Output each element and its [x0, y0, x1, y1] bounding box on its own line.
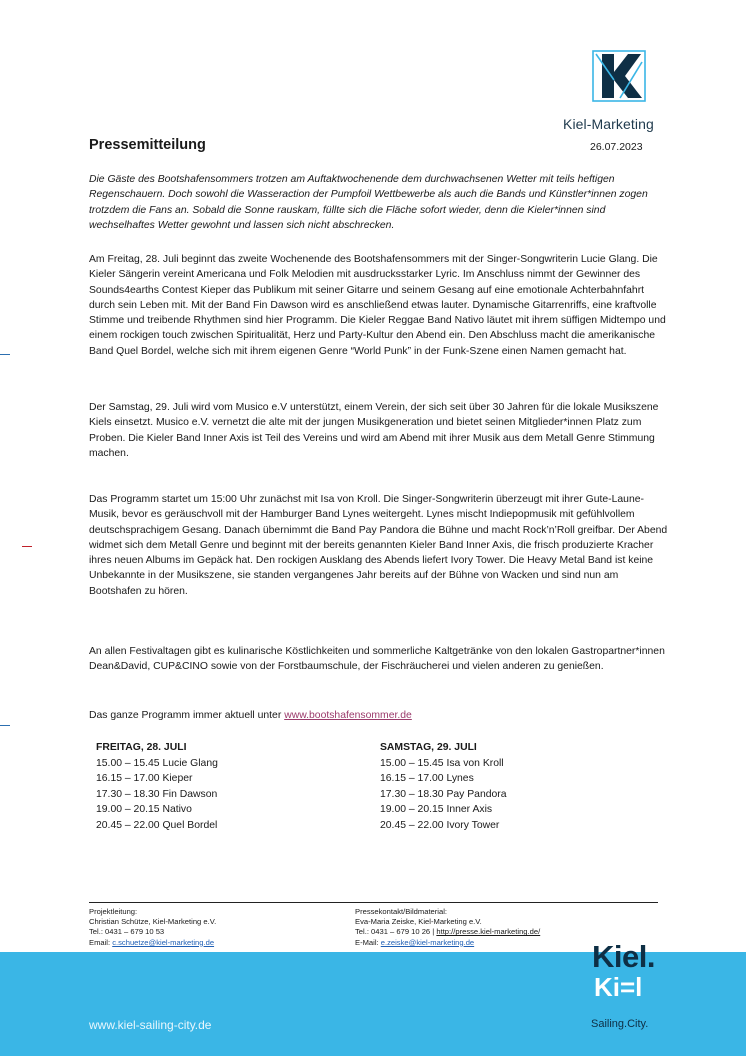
schedule-item: 15.00 – 15.45 Isa von Kroll [380, 757, 504, 769]
schedule-item: 16.15 – 17.00 Kieper [96, 773, 193, 784]
press-portal-link[interactable]: http://presse.kiel-marketing.de/ [436, 927, 541, 937]
schedule-item: 19.00 – 20.15 Nativo [96, 804, 192, 815]
schedule-item: 19.00 – 20.15 Inner Axis [380, 804, 493, 815]
margin-mark [0, 354, 10, 355]
brand-name: Kiel-Marketing [563, 116, 654, 132]
schedule-friday-heading: FREITAG, 28. JULI [96, 742, 187, 753]
margin-mark [22, 546, 32, 547]
paragraph-friday: Am Freitag, 28. Juli beginnt das zweite Wochenende des Bootshafensommers mit der Singer-Songwriterin Lucie Glang. Die Kieler Sängerin vereint Americana und Folk Melodien mit ausdrucksstarker Lyric. Im Anschluss nimmt der Gewinner des Sounds4earths Contest Kieper das Publikum mit seiner Gitarre und seinem Gesang auf eine emotionale Achterbahnfahrt durch sein Leben mit. Mit der Band Fin Dawson wird es anschließend etwas lauter. Dynamische Gitarrenriffs, eine kraftvolle Stimme und treibende Rhythmen sind hier Programm. Die Kieler Reggae Band Nativo läutet mit ihrem süffigen Midtempo und einem rockigen touch zwischen Spiritualität, Herz und Party-Kultur den Abend ein. Den Abschluss macht die amerikanische Band Quel Bordel, welche sich mit ihrem eigenen Genre “World Punk” in der Funk-Szene einen Namen gemacht hat. [89, 254, 666, 357]
paragraph-saturday: Der Samstag, 29. Juli wird vom Musico e.V unterstützt, einem Verein, der sich seit über 30 Jahren für die lokale Musikszene Kiels einsetzt. Musico e.V. vernetzt die alte mit der jungen Musikgeneration und bietet seinen Mitglieder*innen Platz zum Proben. Die Kieler Band Inner Axis ist Teil des Vereins und wird am Abend mit ihrer Musik aus dem Metall Genre Stimmung machen. [89, 402, 659, 459]
press-email-link[interactable]: e.zeiske@kiel-marketing.de [380, 937, 475, 947]
brand-tagline: Sailing.City. [591, 1018, 649, 1030]
release-date: 26.07.2023 [590, 141, 643, 153]
schedule-item: 16.15 – 17.00 Lynes [380, 773, 474, 784]
page-title: Pressemitteilung [89, 137, 206, 153]
footer-divider [89, 902, 658, 903]
program-website-link[interactable]: www.bootshafensommer.de [284, 710, 412, 721]
schedule-item: 17.30 – 18.30 Pay Pandora [380, 788, 507, 800]
margin-mark [0, 725, 10, 726]
kiel-k-logo-icon [592, 50, 646, 102]
schedule-friday [96, 740, 356, 833]
schedule-item: 20.45 – 22.00 Quel Bordel [96, 819, 218, 831]
website-url[interactable]: www.kiel-sailing-city.de [89, 1018, 212, 1032]
schedule-item: 20.45 – 22.00 Ivory Tower [380, 819, 500, 831]
schedule-item: 15.00 – 15.45 Lucie Glang [96, 757, 218, 769]
kiel-brand-logo: Kiel. [592, 939, 655, 974]
paragraph-food: An allen Festivaltagen gibt es kulinarische Köstlichkeiten und sommerliche Kaltgetränke von den lokalen Gastropartner*innen Dean&David, CUP&CINO sowie von der Forstbaumschule, der Fischräucherei und vielen anderen zu genießen. [89, 646, 665, 673]
schedule-saturday [380, 740, 640, 833]
lead-paragraph: Die Gäste des Bootshafensommers trotzen am Auftaktwochenende dem durchwachsenen Wetter mit teils heftigen Regenschauern. Doch sowohl die Wasseraction der Pumpfoil Wettbewerbe als auch die Bands und Künstler*innen zogen trotzdem die Fans an. Sobald die Sonne rauskam, füllte sich die Fläche sofort wieder, denn die Kieler*innen sind wechselhaftes Wetter gewohnt und lassen sich nicht abschrecken. [89, 174, 648, 231]
paragraph-program: Das Programm startet um 15:00 Uhr zunächst mit Isa von Kroll. Die Singer-Songwriterin überzeugt mit ihrer Gute-Laune-Musik, bevor es geräuschvoll mit der Hamburger Band Lynes weitergeht. Lynes mischt Indiepopmusik mit gefühlvollem deutschsprachigem Gesang. Danach übernimmt die Band Pay Pandora die Bühne und macht Rock’n’Roll greifbar. Der Abend widmet sich dem Metall Genre und beginnt mit der bereits genannten Kieler Band Inner Axis, die frisch produzierte Kracher ihres neuen Albums im Gepäck hat. Den rockigen Ausklang des Abends liefert Ivory Tower. Die Heavy Metal Band ist keine Unbekannte in der Musikszene, sie standen vergangenes Jahr bereits auf der Bühne von Wacken und sind nun am Bootshafen zu hören. [89, 494, 668, 597]
schedule-item: 17.30 – 18.30 Fin Dawson [96, 788, 218, 800]
contact-email-link[interactable]: c.schuetze@kiel-marketing.de [112, 937, 215, 947]
program-link-line: Das ganze Programm immer aktuell unter www.bootshafensommer.de [89, 710, 412, 721]
contact-press: Pressekontakt/Bildmaterial: Eva-Maria Zeiske, Kiel-Marketing e.V. Tel.: 0431 – 679 10 26 | http://presse.kiel-marketing.de/ E-Mail: e.zeiske@kiel-marketing.de [355, 907, 541, 947]
contact-project-lead: Projektleitung: Christian Schütze, Kiel-Marketing e.V. Tel.: 0431 – 679 10 53 Email: c.schuetze@kiel-marketing.de [89, 907, 217, 947]
kiel-brand-logo-alt: Ki=l [594, 972, 643, 1002]
schedule-saturday-heading: SAMSTAG, 29. JULI [380, 742, 477, 753]
